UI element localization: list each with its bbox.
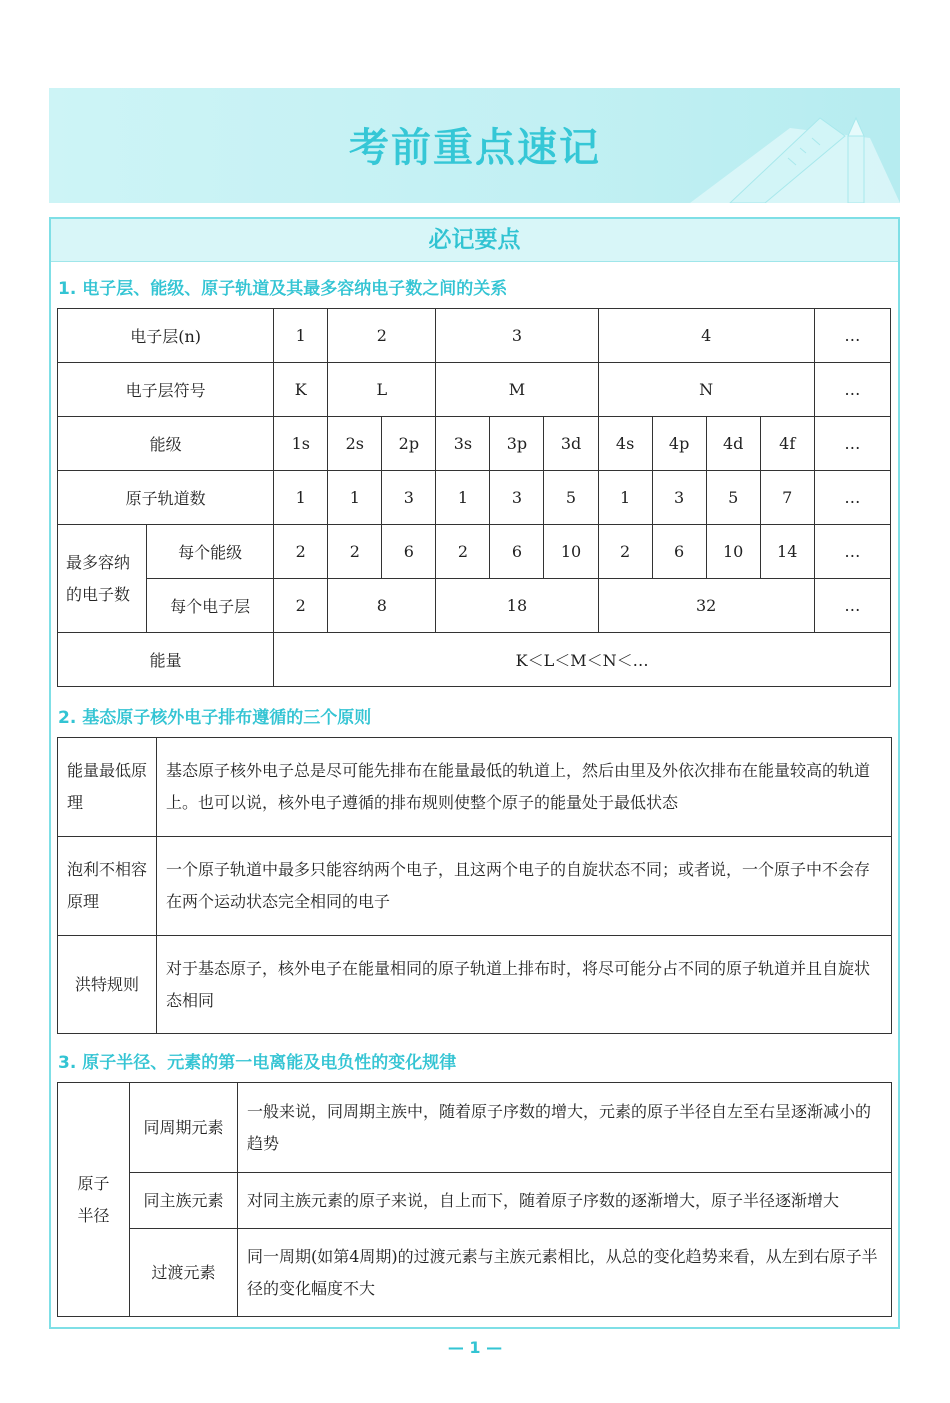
electron-configuration-principles-table <box>57 737 892 1034</box>
table-cell: 2 <box>436 525 490 579</box>
table-cell: 1 <box>598 471 652 525</box>
principle-text: 一个原子轨道中最多只能容纳两个电子，且这两个电子的自旋状态不同；或者说，一个原子中不会存在两个运动状态完全相同的电子 <box>157 837 892 936</box>
table-cell: 10 <box>706 525 760 579</box>
table-cell: 2 <box>274 525 328 579</box>
table-cell: 3 <box>652 471 706 525</box>
table-row <box>58 1083 892 1173</box>
table-cell: 2 <box>598 525 652 579</box>
table-cell: 2 <box>274 579 328 633</box>
table-cell: 6 <box>652 525 706 579</box>
table-cell: 2p <box>382 417 436 471</box>
radius-trend-text: 一般来说，同周期主族中，随着原子序数的增大，元素的原子半径自左至右呈逐渐减小的趋势 <box>238 1083 892 1173</box>
row-label-energy: 能量 <box>58 633 274 687</box>
table-cell: K <box>274 363 328 417</box>
table-cell: 2 <box>328 525 382 579</box>
principle-name: 泡利不相容原理 <box>58 837 157 936</box>
energy-order: K＜L＜M＜N＜… <box>274 633 891 687</box>
element-category: 同周期元素 <box>130 1083 238 1173</box>
electron-shell-table <box>57 308 891 687</box>
table-row <box>58 417 891 471</box>
table-row <box>58 1229 892 1317</box>
table-row <box>58 837 892 936</box>
table-cell: 4 <box>598 309 814 363</box>
table-cell: 3s <box>436 417 490 471</box>
principle-text: 对于基态原子，核外电子在能量相同的原子轨道上排布时，将尽可能分占不同的原子轨道并且自旋状态相同 <box>157 936 892 1034</box>
row-label-shell-symbol: 电子层符号 <box>58 363 274 417</box>
table-cell: 1 <box>274 471 328 525</box>
table-row <box>58 579 891 633</box>
table-cell: … <box>814 525 890 579</box>
table-row <box>58 738 892 837</box>
table-cell: … <box>814 471 890 525</box>
table-cell: 3 <box>490 471 544 525</box>
table-cell: 2 <box>328 309 436 363</box>
table-row <box>58 525 891 579</box>
table-cell: 3d <box>544 417 598 471</box>
principle-text: 基态原子核外电子总是尽可能先排布在能量最低的轨道上，然后由里及外依次排布在能量较高的轨道上。也可以说，核外电子遵循的排布规则使整个原子的能量处于最低状态 <box>157 738 892 837</box>
table-cell: 5 <box>706 471 760 525</box>
table-cell: 18 <box>436 579 598 633</box>
table-cell: … <box>814 309 890 363</box>
table-cell: … <box>814 417 890 471</box>
group-label: 原子半径 <box>58 1083 130 1317</box>
table-cell: 6 <box>382 525 436 579</box>
table-cell: 3 <box>436 309 598 363</box>
table-cell: 6 <box>490 525 544 579</box>
table-cell: 5 <box>544 471 598 525</box>
table-cell: 3p <box>490 417 544 471</box>
box-header: 必记要点 <box>51 219 898 262</box>
table-cell: 4d <box>706 417 760 471</box>
table-row <box>58 633 891 687</box>
table-cell: 1s <box>274 417 328 471</box>
table-cell: 10 <box>544 525 598 579</box>
table-cell: 1 <box>436 471 490 525</box>
table-row <box>58 1173 892 1229</box>
principle-name: 洪特规则 <box>58 936 157 1034</box>
page-title: 考前重点速记 <box>349 125 601 171</box>
principle-name: 能量最低原理 <box>58 738 157 837</box>
table-cell: 1 <box>328 471 382 525</box>
row-label-max-electrons: 最多容纳的电子数 <box>58 525 147 633</box>
table-cell: … <box>814 363 890 417</box>
table-row <box>58 309 891 363</box>
table-cell: 4f <box>760 417 814 471</box>
table-cell: 2s <box>328 417 382 471</box>
table-cell: M <box>436 363 598 417</box>
table-row <box>58 471 891 525</box>
table-cell: 14 <box>760 525 814 579</box>
row-label-orbital-count: 原子轨道数 <box>58 471 274 525</box>
row-label-per-sublevel: 每个能级 <box>147 525 274 579</box>
page-number: — 1 — <box>447 1338 503 1357</box>
table-cell: … <box>814 579 890 633</box>
table-cell: 8 <box>328 579 436 633</box>
table-row <box>58 363 891 417</box>
section-1-title: 1. 电子层、能级、原子轨道及其最多容纳电子数之间的关系 <box>58 279 508 299</box>
section-2-title: 2. 基态原子核外电子排布遵循的三个原则 <box>58 708 372 728</box>
radius-trend-text: 同一周期(如第4周期)的过渡元素与主族元素相比，从总的变化趋势来看，从左到右原子半径的变化幅度不大 <box>238 1229 892 1317</box>
table-cell: 4s <box>598 417 652 471</box>
section-3-title: 3. 原子半径、元素的第一电离能及电负性的变化规律 <box>58 1053 457 1073</box>
table-cell: N <box>598 363 814 417</box>
element-category: 同主族元素 <box>130 1173 238 1229</box>
element-category: 过渡元素 <box>130 1229 238 1317</box>
row-label-sublevel: 能级 <box>58 417 274 471</box>
radius-trend-text: 对同主族元素的原子来说，自上而下，随着原子序数的逐渐增大，原子半径逐渐增大 <box>238 1173 892 1229</box>
table-cell: 1 <box>274 309 328 363</box>
row-label-per-shell: 每个电子层 <box>147 579 274 633</box>
table-cell: L <box>328 363 436 417</box>
table-cell: 32 <box>598 579 814 633</box>
row-label-shell: 电子层(n) <box>58 309 274 363</box>
table-cell: 3 <box>382 471 436 525</box>
table-cell: 7 <box>760 471 814 525</box>
table-row <box>58 936 892 1034</box>
table-cell: 4p <box>652 417 706 471</box>
atomic-radius-table <box>57 1082 892 1317</box>
